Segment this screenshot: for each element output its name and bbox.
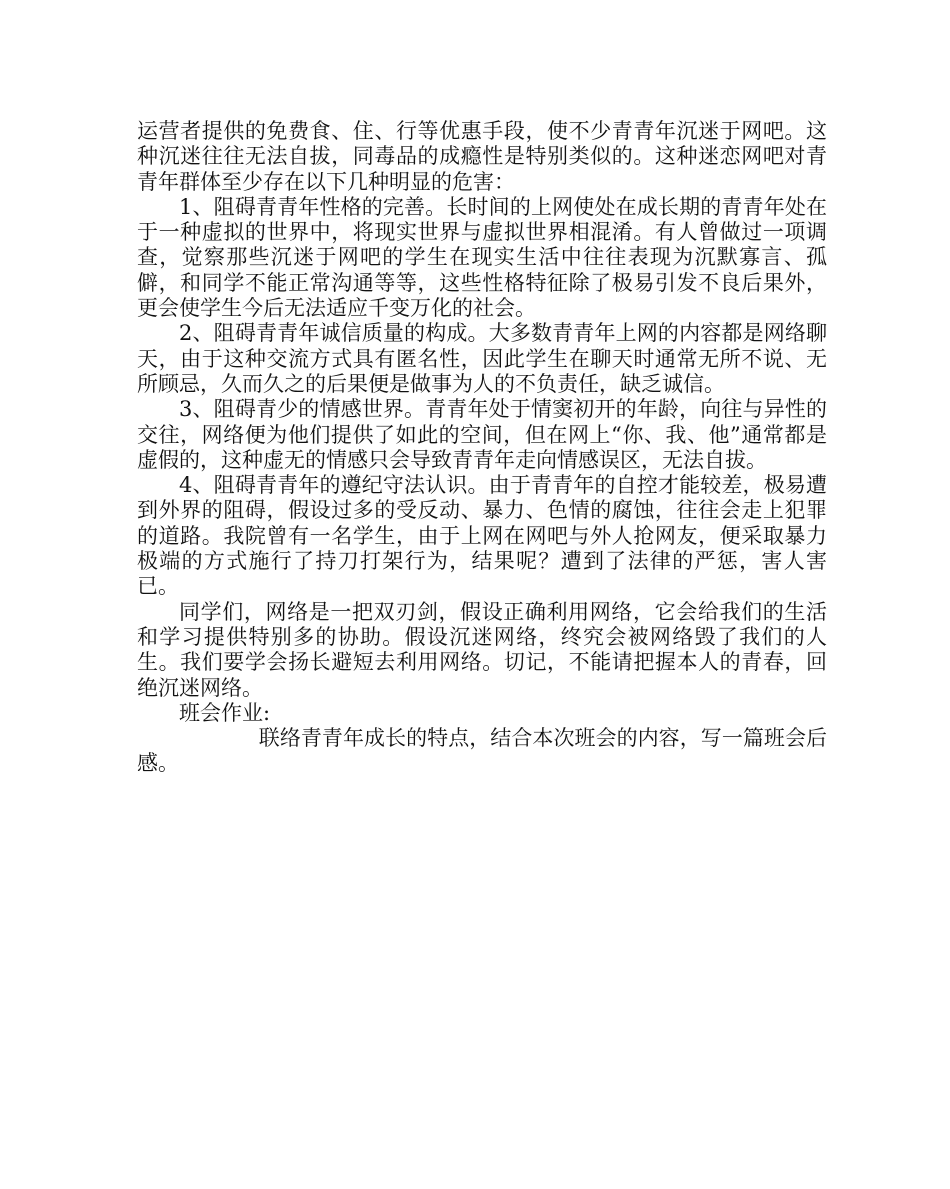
paragraph-harm-2: 2、阻碍青青年诚信质量的构成。大多数青青年上网的内容都是网络聊天，由于这种交流方式具有匿名性，因此学生在聊天时通常无所不说、无所顾忌，久而久之的后果便是做事为人的不负责任，缺乏诚信。 — [137, 321, 827, 396]
paragraph-harm-1: 1、阻碍青青年性格的完善。长时间的上网使处在成长期的青青年处在于一种虚拟的世界中，将现实世界与虚拟世界相混淆。有人曾做过一项调查，觉察那些沉迷于网吧的学生在现实生活中往往表现为沉默寡言、孤僻，和同学不能正常沟通等等，这些性格特征除了极易引发不良后果外，更会使学生今后无法适应千变万化的社会。 — [137, 194, 827, 321]
homework-heading: 班会作业: — [179, 700, 271, 725]
paragraph-harm-4: 4、阻碍青青年的遵纪守法认识。由于青青年的自控才能较差，极易遭到外界的阻碍，假设过多的受反动、暴力、色情的腐蚀，往往会走上犯罪的道路。我院曾有一名学生，由于上网在网吧与外人抢网友，便采取暴力极端的方式施行了持刀打架行为，结果呢？遭到了法律的严惩，害人害已。 — [137, 473, 827, 599]
paragraph-conclusion: 同学们，网络是一把双刃剑，假设正确利用网络，它会给我们的生活和学习提供特别多的协助。假设沉迷网络，终究会被网络毁了我们的人生。我们要学会扬长避短去利用网络。切记，不能请把握本人的青春，回绝沉迷网络。 — [137, 599, 827, 700]
paragraph-intro: 运营者提供的免费食、住、行等优惠手段，使不少青青年沉迷于网吧。这种沉迷往往无法自拔，同毒品的成瘾性是特别类似的。这种迷恋网吧对青青年群体至少存在以下几种明显的危害： — [137, 119, 827, 194]
document-body — [137, 119, 827, 777]
homework-task: 联络青青年成长的特点，结合本次班会的内容，写一篇班会后感。 — [137, 726, 827, 776]
paragraph-harm-3: 3、阻碍青少的情感世界。青青年处于情窦初开的年龄，向往与异性的交往，网络便为他们提供了如此的空间，但在网上“你、我、他”通常都是虚假的，这种虚无的情感只会导致青青年走向情感误区，无法自拔。 — [137, 397, 827, 472]
